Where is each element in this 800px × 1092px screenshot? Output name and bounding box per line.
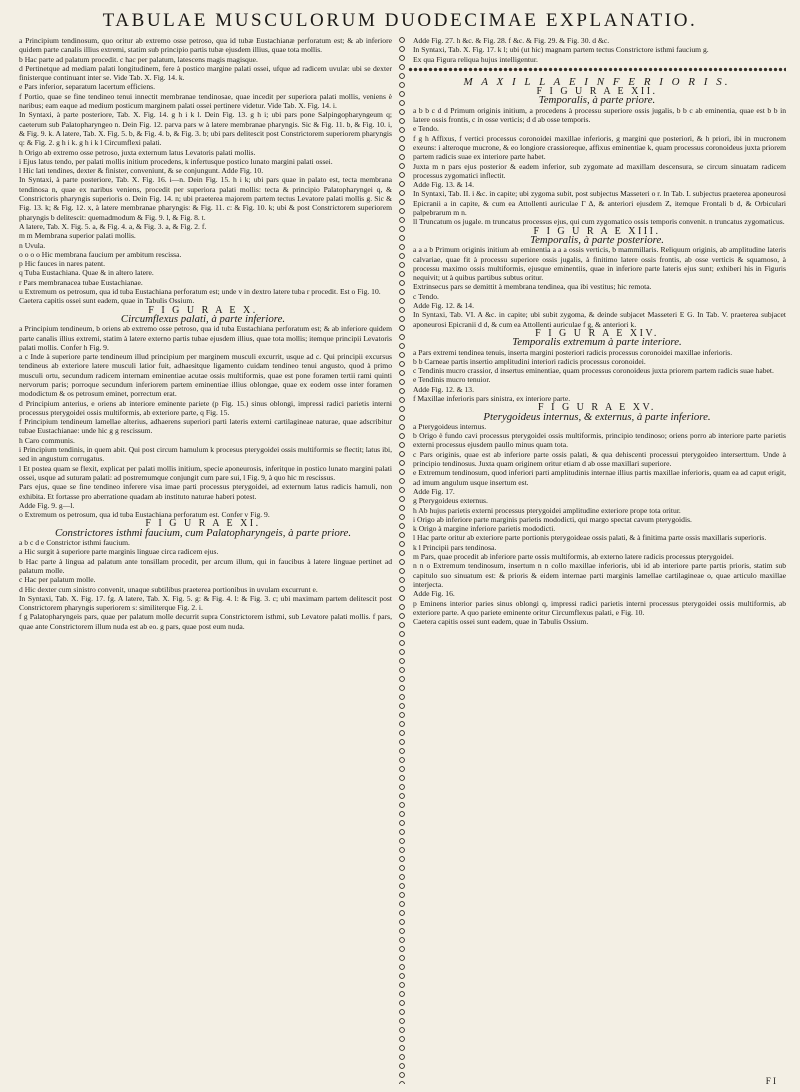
explanation-paragraph: e Pars inferior, separatum lacertum efficiens. xyxy=(19,82,155,92)
figure-subtitle: Constrictores isthmi faucium, cum Palatopharyngeis, à parte priore. xyxy=(54,526,352,539)
columns xyxy=(14,36,786,1086)
explanation-paragraph: Caetera capitis ossei sunt eadem, quae in Tabulis Ossium. xyxy=(19,296,195,306)
section-heading: M A X I L L A E I N F E R I O R I S. xyxy=(463,75,731,88)
explanation-paragraph: a Pterygoideus internus. xyxy=(413,421,487,431)
explanation-paragraph: a Hic surgit à superiore parte marginis linguae circa radicem ejus. xyxy=(19,547,219,557)
column-divider xyxy=(398,36,406,1084)
explanation-paragraph: Adde Fig. 17. xyxy=(413,486,455,496)
page-footer: F I xyxy=(765,1076,776,1086)
explanation-paragraph: Ex qua Figura reliqua hujus intelligentur. xyxy=(413,54,538,64)
explanation-paragraph: b Hac parte ad palatum procedit. c hac per palatum, latescens magis magisque. xyxy=(19,54,258,64)
explanation-paragraph: ll Truncatum os jugale. m truncatus processus ejus, qui cum zygomatico ossis temporis convenit. n truncatus zygomaticus. xyxy=(413,217,785,227)
explanation-paragraph: e Tendo. xyxy=(413,124,439,134)
figure-subtitle: Temporalis, à parte posteriore. xyxy=(530,233,664,246)
explanation-paragraph: b b Carneae partis insertio amplitudini interiori radicis processus coronoidei. xyxy=(413,356,646,366)
explanation-paragraph: d Hic dexter cum sinistro convenit, unaque subtilibus praeterea portionibus in uvulam excurrunt e. xyxy=(19,584,318,594)
left-column xyxy=(14,36,392,1086)
explanation-paragraph: f g Palatopharyngeis pars, quae per palatum molle decurrit supra Constrictorem isthmi, sub Levatore palati mollis. f pars, quae ante Constrictorem illum nuda est ab eo. g pars, quae post eum nuda. xyxy=(19,612,392,631)
explanation-paragraph: d Pertinetque ad mediam palati longitudinem, fere à postico margine palati ossei, ufque ad radicem uvulæ: ubi se dexter finisterque continuant inter se. Vide Tab. X. Fig. 14. k. xyxy=(19,63,392,83)
explanation-paragraph: In Syntaxi, Tab. X. Fig. 17. k l; ubi (ut hic) magnam partem tectus Constrictore isthmi faucium g. xyxy=(413,45,709,55)
page-title: TABULAE MUSCULORUM DUODECIMAE EXPLANATIO. xyxy=(102,10,698,31)
explanation-paragraph: In Syntaxi, à parte posteriore, Tab. X. Fig. 14. g h i k l. Dein Fig. 13. g h i; ubi pars pone Salpingopharyngeum q; caeterum sub Palatopharyngeo n. Dein Fig. 12. parva pars w à latere membranae pharyngis. Sic & Fig. 11. b, & Fig. 10. i, & Fig. 9. k. A latere, Tab. X. Fig. 5. b, & Fig. 4. b, & Fig. 3. b; ubi pars delitescit post Constrictorem superiorem pharyngis q: & Fig. 2. g h i k. g h i k l Circumflexi palati. xyxy=(19,110,392,148)
figure-subtitle: Pterygoideus internus, & externus, à parte inferiore. xyxy=(483,410,711,423)
explanation-paragraph: o Extremum os petrosum, qua id tuba Eustachiana perforatum est. Confer v Fig. 9. xyxy=(19,510,270,520)
explanation-paragraph: m m Membrana superior palati mollis. xyxy=(19,231,136,241)
explanation-paragraph: In Syntaxi, Tab. VI. A &c. in capite; ubi subit zygoma, & deinde subjacet Masseteri E G. In Tab. V. praeterea subjacet aponeurosi Epicranii d d, & cum ea Attollenti auriculae f g, & anteriori k. xyxy=(413,310,786,329)
explanation-paragraph: q Tuba Eustachiana. Quae & in altero latere. xyxy=(19,268,154,278)
explanation-paragraph: a Principium tendineum, b oriens ab extremo osse petroso, qua id tuba Eustachiana perforatum est; & ab inferiore quidem parte canalis illius extremi, statim à latere externo partis tubae ejusdem illius, quae tota mollis; itemque principii Levatoris palati mollis. Confer h Fig. 9. xyxy=(19,324,392,352)
explanation-paragraph: f Principium tendineum lamellae alterius, adhaerens superiori parti lateris externi cartilagineae naturae, quae adscribitur tubae Eustachianae: unde hic g g rescissum. xyxy=(19,417,392,436)
explanation-paragraph: d Principium anterius, e oriens ab interiore eminente pariete (p Fig. 15.) sinus oblongi, impressi radici parietis interni processus pterygoidei ossis multiformis, ab exteriore parte, q Fig. 15. xyxy=(19,398,392,417)
explanation-paragraph: g Pterygoideus externus. xyxy=(413,496,488,506)
explanation-paragraph: c Tendo. xyxy=(413,291,439,301)
explanation-paragraph: c Hac per palatum molle. xyxy=(19,575,96,585)
explanation-paragraph: Extrinsecus pars se demittit à membrana tendinea, qua ibi vestitus; hic remota. xyxy=(413,282,652,292)
explanation-paragraph: i Ejus latus tendo, per palati mollis initium procedens, k infertusque postico lunato margini palati ossei. xyxy=(19,156,333,166)
explanation-paragraph: k Origo à margine inferiore parietis mododicti. xyxy=(413,524,556,534)
explanation-paragraph: Adde Fig. 9. g—l. xyxy=(19,500,75,510)
explanation-paragraph: In Syntaxi, Tab. X. Fig. 17. fg. A latere, Tab. X. Fig. 5. g: & Fig. 4. l: & Fig. 3. c; ubi maximam partem delitescit post Constrictorem pharyngis superiorem s: similiterque Fig. 2. i. xyxy=(19,593,392,613)
explanation-paragraph: o o o o Hic membrana faucium per ambitum rescissa. xyxy=(19,249,182,259)
explanation-paragraph: u Extremum os petrosum, qua id tuba Eustachiana perforatum est; unde v in dextro latere tuba r procedit. Est o Fig. 10. xyxy=(19,287,381,297)
figure-subtitle: Temporalis extremum à parte interiore. xyxy=(512,336,682,349)
explanation-paragraph: b Origo è fundo cavi processus pterygoidei ossis multiformis, principio tendinoso; oriens porro ab interiore parte parietis externi processus ejusdem paullo minus quam tota. xyxy=(413,431,786,450)
explanation-paragraph: k l Principii pars tendinosa. xyxy=(413,542,497,552)
explanation-paragraph: Adde Fig. 12. & 13. xyxy=(413,384,474,394)
explanation-paragraph: f g h Affixus, f vertici processus coronoidei maxillae inferioris, g margini que posteriori, & h priori, ibi in mucronem exeuns: i alteroque mucrone, & eo longiore crassioreque, affixus eminentiae k, quam processus coronoideus juxta priorem partem radicis suae ex interiore parte habet. xyxy=(413,133,786,162)
explanation-paragraph: l Hic lati tendines, dexter & finister, conveniunt, & se conjungunt. Adde Fig. 10. xyxy=(19,166,264,176)
explanation-paragraph: c Pars originis, quae est ab inferiore parte ossis palati, & qua dehiscenti processui pterygoideo interserttum. Unde à principio tendinosus. Juxta quam originem oritur etiam d ab osse maxillari superiore. xyxy=(413,449,786,469)
explanation-paragraph: r Pars membranacea tubae Eustachianae. xyxy=(19,277,143,287)
explanation-paragraph: l Et postea quam se flexit, explicat per palati mollis initium, specie aponeurosis, inferitque in postico lunato margini palati ossei, usque ad suturam palati: ad postremumque conjungit cum pare sui, l Fig. 9, à quo hic m rescissus. xyxy=(19,463,392,482)
explanation-paragraph: h Origo ab extremo osse petroso, juxta externum latus Levatoris palati mollis. xyxy=(19,147,256,157)
explanation-paragraph: n Uvula. xyxy=(19,240,46,250)
explanation-paragraph: p Eminens interior paries sinus oblongi q, impressi radici parietis interni processus pterygoidei ossis multiformis, ab exteriore parte. A quo pariete eminente oritur Circumflexus palati, e Fig. 10. xyxy=(413,598,786,617)
explanation-paragraph: i Origo ab inferiore parte marginis parietis mododicti, qui margo spectat cavum pterygoidis. xyxy=(413,514,692,524)
figure-heading: F I G U R A E XI. xyxy=(145,518,261,530)
explanation-paragraph: f Portio, quae se fine tendineo tenui innectit membranae tendinosae, quae incedit per superiora palati mollis, veniens è naribus; eam eaque ad medium posticum marginem palati ossei pertinere videtur. Vide Tab. X. Fig. 14. i. xyxy=(19,91,392,111)
explanation-paragraph: a Pars extremi tendinea tenuis, inserta margini posteriori radicis processus coronoidei maxillae inferioris. xyxy=(413,347,733,357)
explanation-paragraph: a c Inde à superiore parte tendineum illud principium per marginem musculi excurrit, usque ad c. Qui principii excursus tendineus ab exteriore latere musculi latior fuit, adhaesitque ligamento cuidam tendineo tenui angusto, quod à primo musculi ortu, secundum radicem internam eminentiae acutae ossis multiformis, quae est pone foramen tertii rami quinti nervorum paris; porroque secundum inferiorem partem eminentiae illius oblongae, quae ex eodem osse inter foramen mododictum & os petrosum eminet, porrectum erat. xyxy=(19,352,392,399)
explanation-paragraph: b Hac parte à lingua ad palatum ante tonsillam procedit, per arcum illum, qui in faucibus à latere linguae pertinet ad palatum molle. xyxy=(19,556,392,575)
explanation-paragraph: In Syntaxi, à parte posteriore, Tab. X. Fig. 16. i—n. Dein Fig. 15. h i k; ubi pars quae in palato est, tecta membrana tendinosa n, quae ex naribus veniens, procedit per superiora palati mollis: tecta & principio Palatopharyngei q, & Constrictoris pharyngis superioris o. Dein Fig. 14. n; ubi praeterea majorem partem tectus Levatore palati mollis g. Sic & Fig. 13. k; & Fig. 12. x, à latere membranae pharyngis: & Fig. 11. c: & Fig. 10. k; ubi & post Constrictorem superiorem pharyngis b delitescit: quemadmodum & Fig. 9. l, & Fig. 8. t. xyxy=(19,175,392,222)
explanation-paragraph: h Caro communis. xyxy=(19,435,75,445)
explanation-paragraph: f Maxillae inferioris pars sinistra, ex interiore parte. xyxy=(413,393,571,403)
explanation-paragraph: a b c d e Constrictor isthmi faucium. xyxy=(19,538,130,548)
explanation-paragraph: m Pars, quae procedit ab inferiore parte ossis multiformis, ab externo latere radicis processus pterygoidei. xyxy=(413,552,734,562)
figure-heading: F I G U R A E XIII. xyxy=(533,225,661,237)
explanation-paragraph: Caetera capitis ossei sunt eadem, quae in Tabulis Ossium. xyxy=(413,617,589,627)
explanation-paragraph: Juxta m n pars ejus posterior & eadem inferior, sub zygomate ad maxillam descensura, se circum sinuatam radicem processus zygomatici inflectit. xyxy=(413,161,786,180)
ornament-divider xyxy=(408,67,786,72)
explanation-paragraph: h Ab hujus parietis externi processus pterygoidei amplitudine exteriore prope tota oritur. xyxy=(413,505,681,515)
figure-heading: F I G U R A E X. xyxy=(148,304,258,316)
explanation-paragraph: e Tendinis mucro tenuior. xyxy=(413,375,491,385)
explanation-paragraph: Adde Fig. 27. h &c. & Fig. 28. f &c. & Fig. 29. & Fig. 30. d &c. xyxy=(413,36,610,45)
explanation-paragraph: In Syntaxi, Tab. II. i &c. in capite; ubi zygoma subit, post subjectus Masseteri o r. In Tab. I. subjectus praeterea aponeurosi Epicranii a in capite, & cum ea Attollenti auriculae Γ Δ, & anteriori ejusdem Z, itemque Frontali b d, & Orbiculari palpebrarum m n. xyxy=(413,189,786,218)
figure-heading: F I G U R A E XII. xyxy=(536,86,658,98)
explanation-paragraph: a b b c d d Primum originis initium, a procedens à processu superiore ossis jugalis, b b c ab eminentia, quae est b b in latere ossis frontis, c in osse verticis; d d ab osse temporis. xyxy=(413,105,786,125)
explanation-paragraph: Pars ejus, quae se fine tendineo inferere visa imae parti processus pterygoidei, ad externum latus radicis hamuli, non exhibita. Et fortasse pro aberratione quadam ab instituto naturae haberi potest. xyxy=(19,482,392,501)
explanation-paragraph: l Hac parte oritur ab exteriore parte portionis pterygoideae ossis palati, & à finitima parte ossis maxillaris superioris. xyxy=(413,533,767,543)
explanation-paragraph: A latere, Tab. X. Fig. 5. a, & Fig. 4. a, & Fig. 3. a, & Fig. 2. f. xyxy=(19,221,207,231)
explanation-paragraph: Adde Fig. 16. xyxy=(413,589,455,599)
explanation-paragraph: a Principium tendinosum, quo oritur ab extremo osse petroso, qua id tubæ Eustachianæ perforatum est; & ab inferiore quidem parte canalis illius extremi, statim sub principio partis tubæ ejusdem illius, quae tota mollis. xyxy=(19,36,392,55)
figure-heading: F I G U R A E XV. xyxy=(538,402,656,414)
explanation-paragraph: n n o Extremum tendinosum, insertum n n collo maxillae inferioris, ubi id ab interiore parte partis prioris, statim sub capitulo suo sinuatum est: & prioris & eidem internae parti marginis lamellae cartilagineae o, quae articulo maxillae interjecta. xyxy=(413,561,786,589)
explanation-paragraph: e Extremum tendinosum, quod inferiori parti amplitudinis internae illius partis maxillae inferioris, quam ea ad caput erigit, ad imum angulum usque insertum est. xyxy=(413,468,786,487)
explanation-paragraph: p Hic fauces in nares patent. xyxy=(19,259,106,269)
figure-subtitle: Circumflexus palati, à parte inferiore. xyxy=(120,312,286,325)
figure-heading: F I G U R A E XIV. xyxy=(535,327,659,339)
explanation-paragraph: i Principium tendinis, in quem abit. Qui post circum hamulum k procesus pterygoidei ossis multiformis se flectit; latus ibi, sed in angustum corrugatus. xyxy=(19,445,392,464)
explanation-paragraph: Adde Fig. 13. & 14. xyxy=(413,180,474,190)
explanation-paragraph: a a a b Primum originis initium ab eminentia a a a ossis verticis, b mammillaris. Reliquum originis, ab amplitudine lateris calvariae, quae fit à processu superiore ossis jugalis, à finitimo latere ossis frontis, ab osse verticis & squamoso, à processu maximo ossis multiformis, ejusque eminentiis, quae in inferiore parte lateris ejus sunt; exhiberi his in Figuris nequivit; ut à quibus partibus subtus oritur. xyxy=(413,245,786,283)
explanation-paragraph: Adde Fig. 12. & 14. xyxy=(413,301,474,311)
explanation-paragraph: c Tendinis mucro crassior, d insertus eminentiae, quam processus coronoideus juxta priorem partem radicis suae habet. xyxy=(413,366,774,376)
figure-subtitle: Temporalis, à parte priore. xyxy=(538,94,656,107)
right-column xyxy=(392,36,786,1086)
